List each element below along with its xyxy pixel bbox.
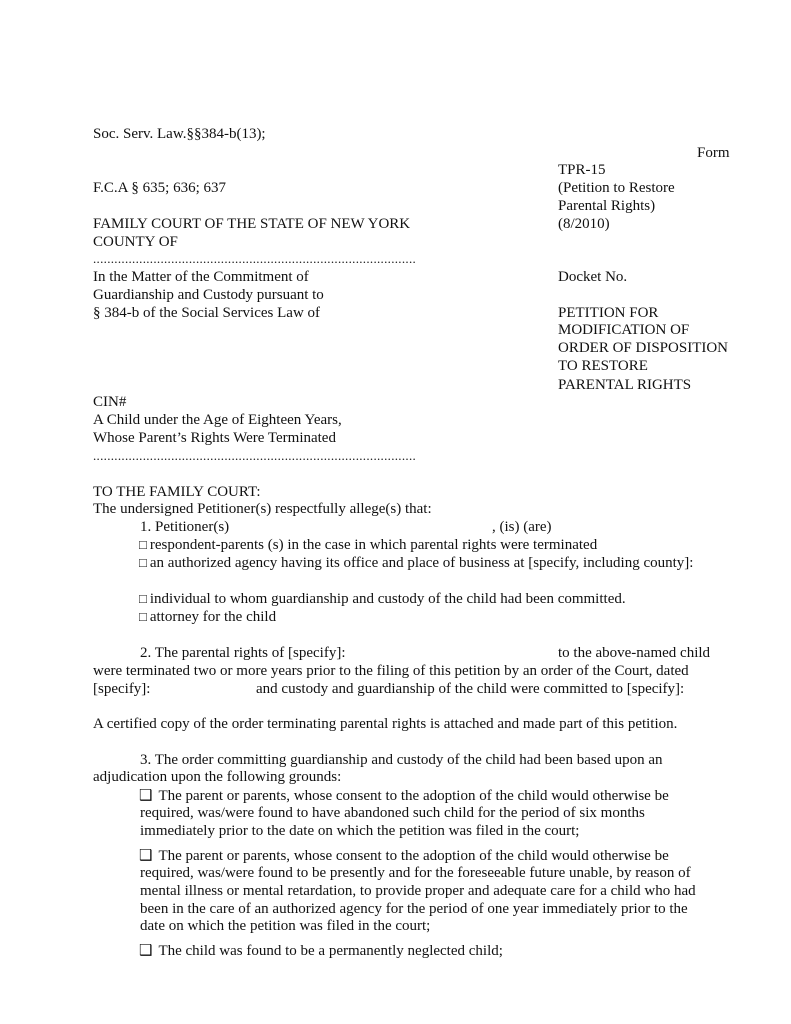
ground-abandonment-line3: immediately prior to the date on which the petition was filed in the court; xyxy=(140,823,580,839)
option-label: an authorized agency having its office and place of business at [specify, including county]: xyxy=(149,555,694,571)
petition-title-line2: MODIFICATION OF xyxy=(558,322,690,338)
checkbox-icon[interactable]: □ xyxy=(139,609,147,624)
option-label: respondent-parents (s) in the case in which parental rights were terminated xyxy=(149,537,598,553)
checkbox-icon[interactable]: □ xyxy=(139,555,147,570)
petition-title-line1: PETITION FOR xyxy=(558,305,659,321)
ground-text: The parent or parents, whose consent to the adoption of the child would otherwise be xyxy=(158,848,669,864)
petition-title-line3: ORDER OF DISPOSITION xyxy=(558,340,729,356)
ground-mental-illness-line4: been in the care of an authorized agency for the period of one year immediately prior to the xyxy=(140,901,688,917)
option-attorney-for-child[interactable] xyxy=(139,608,276,626)
caption-divider-bottom: ........................................................................................... xyxy=(93,448,417,463)
intro-allegation: The undersigned Petitioner(s) respectfully allege(s) that: xyxy=(93,501,432,517)
form-date: (8/2010) xyxy=(558,216,610,232)
paragraph-2-child: to the above-named child xyxy=(558,645,711,661)
child-line1: A Child under the Age of Eighteen Years, xyxy=(93,412,342,428)
matter-line1: In the Matter of the Commitment of xyxy=(93,269,309,285)
paragraph-3-line1: 3. The order committing guardianship and custody of the child had been based upon an xyxy=(140,752,663,768)
ground-mental-illness[interactable] xyxy=(139,846,669,865)
county-label: COUNTY OF xyxy=(93,234,178,250)
ground-text: The child was found to be a permanently neglected child; xyxy=(158,943,503,959)
ground-mental-illness-line2: required, was/were found to be presently and for the foreseeable future unable, by reason of xyxy=(140,865,691,881)
court-name: FAMILY COURT OF THE STATE OF NEW YORK xyxy=(93,216,411,232)
ground-permanent-neglect[interactable] xyxy=(139,941,503,960)
paragraph-2-start: 2. The parental rights of [specify]: xyxy=(140,645,346,661)
checkbox-icon[interactable]: ❑ xyxy=(139,941,153,959)
option-label: individual to whom guardianship and custody of the child had been committed. xyxy=(149,591,626,607)
paragraph-2-specify: [specify]: xyxy=(93,681,151,697)
ground-abandonment[interactable] xyxy=(139,786,669,805)
form-label: Form xyxy=(697,145,730,161)
cin-label: CIN# xyxy=(93,394,127,410)
paragraph-3-line2: adjudication upon the following grounds: xyxy=(93,769,342,785)
ground-abandonment-line2: required, was/were found to have abandoned such child for the period of six months xyxy=(140,805,645,821)
matter-line3: § 384-b of the Social Services Law of xyxy=(93,305,321,321)
ground-mental-illness-line5: date on which the petition was filed in the court; xyxy=(140,918,431,934)
paragraph-2-line3: and custody and guardianship of the child were committed to [specify]: xyxy=(256,681,685,697)
form-number: TPR-15 xyxy=(558,162,606,178)
checkbox-icon[interactable]: ❑ xyxy=(139,846,153,864)
ground-mental-illness-line3: mental illness or mental retardation, to provide proper and adequate care for a child who had xyxy=(140,883,696,899)
form-name-line2: Parental Rights) xyxy=(558,198,656,214)
paragraph-2-line2: were terminated two or more years prior to the filing of this petition by an order of the Court, dated xyxy=(93,663,689,679)
matter-line2: Guardianship and Custody pursuant to xyxy=(93,287,324,303)
option-respondent-parents[interactable] xyxy=(139,536,597,554)
option-authorized-agency[interactable] xyxy=(139,554,693,572)
checkbox-icon[interactable]: □ xyxy=(139,591,147,606)
to-family-court: TO THE FAMILY COURT: xyxy=(93,484,261,500)
petitioner-label: 1. Petitioner(s) xyxy=(140,519,230,535)
form-name-line1: (Petition to Restore xyxy=(558,180,675,196)
option-label: attorney for the child xyxy=(149,609,277,625)
petition-title-line5: PARENTAL RIGHTS xyxy=(558,377,692,393)
caption-divider-top: ........................................................................................... xyxy=(93,251,417,266)
fca-citation: F.C.A § 635; 636; 637 xyxy=(93,180,226,196)
checkbox-icon[interactable]: ❑ xyxy=(139,786,153,804)
option-individual-guardian[interactable] xyxy=(139,590,626,608)
petition-title-line4: TO RESTORE xyxy=(558,358,648,374)
petitioner-is-are: , (is) (are) xyxy=(492,519,552,535)
docket-label: Docket No. xyxy=(558,269,628,285)
checkbox-icon[interactable]: □ xyxy=(139,537,147,552)
child-line2: Whose Parent’s Rights Were Terminated xyxy=(93,430,336,446)
certified-copy-statement: A certified copy of the order terminating parental rights is attached and made part of this petition. xyxy=(93,716,678,732)
statute-citation: Soc. Serv. Law.§§384-b(13); xyxy=(93,126,266,142)
ground-text: The parent or parents, whose consent to the adoption of the child would otherwise be xyxy=(158,788,669,804)
